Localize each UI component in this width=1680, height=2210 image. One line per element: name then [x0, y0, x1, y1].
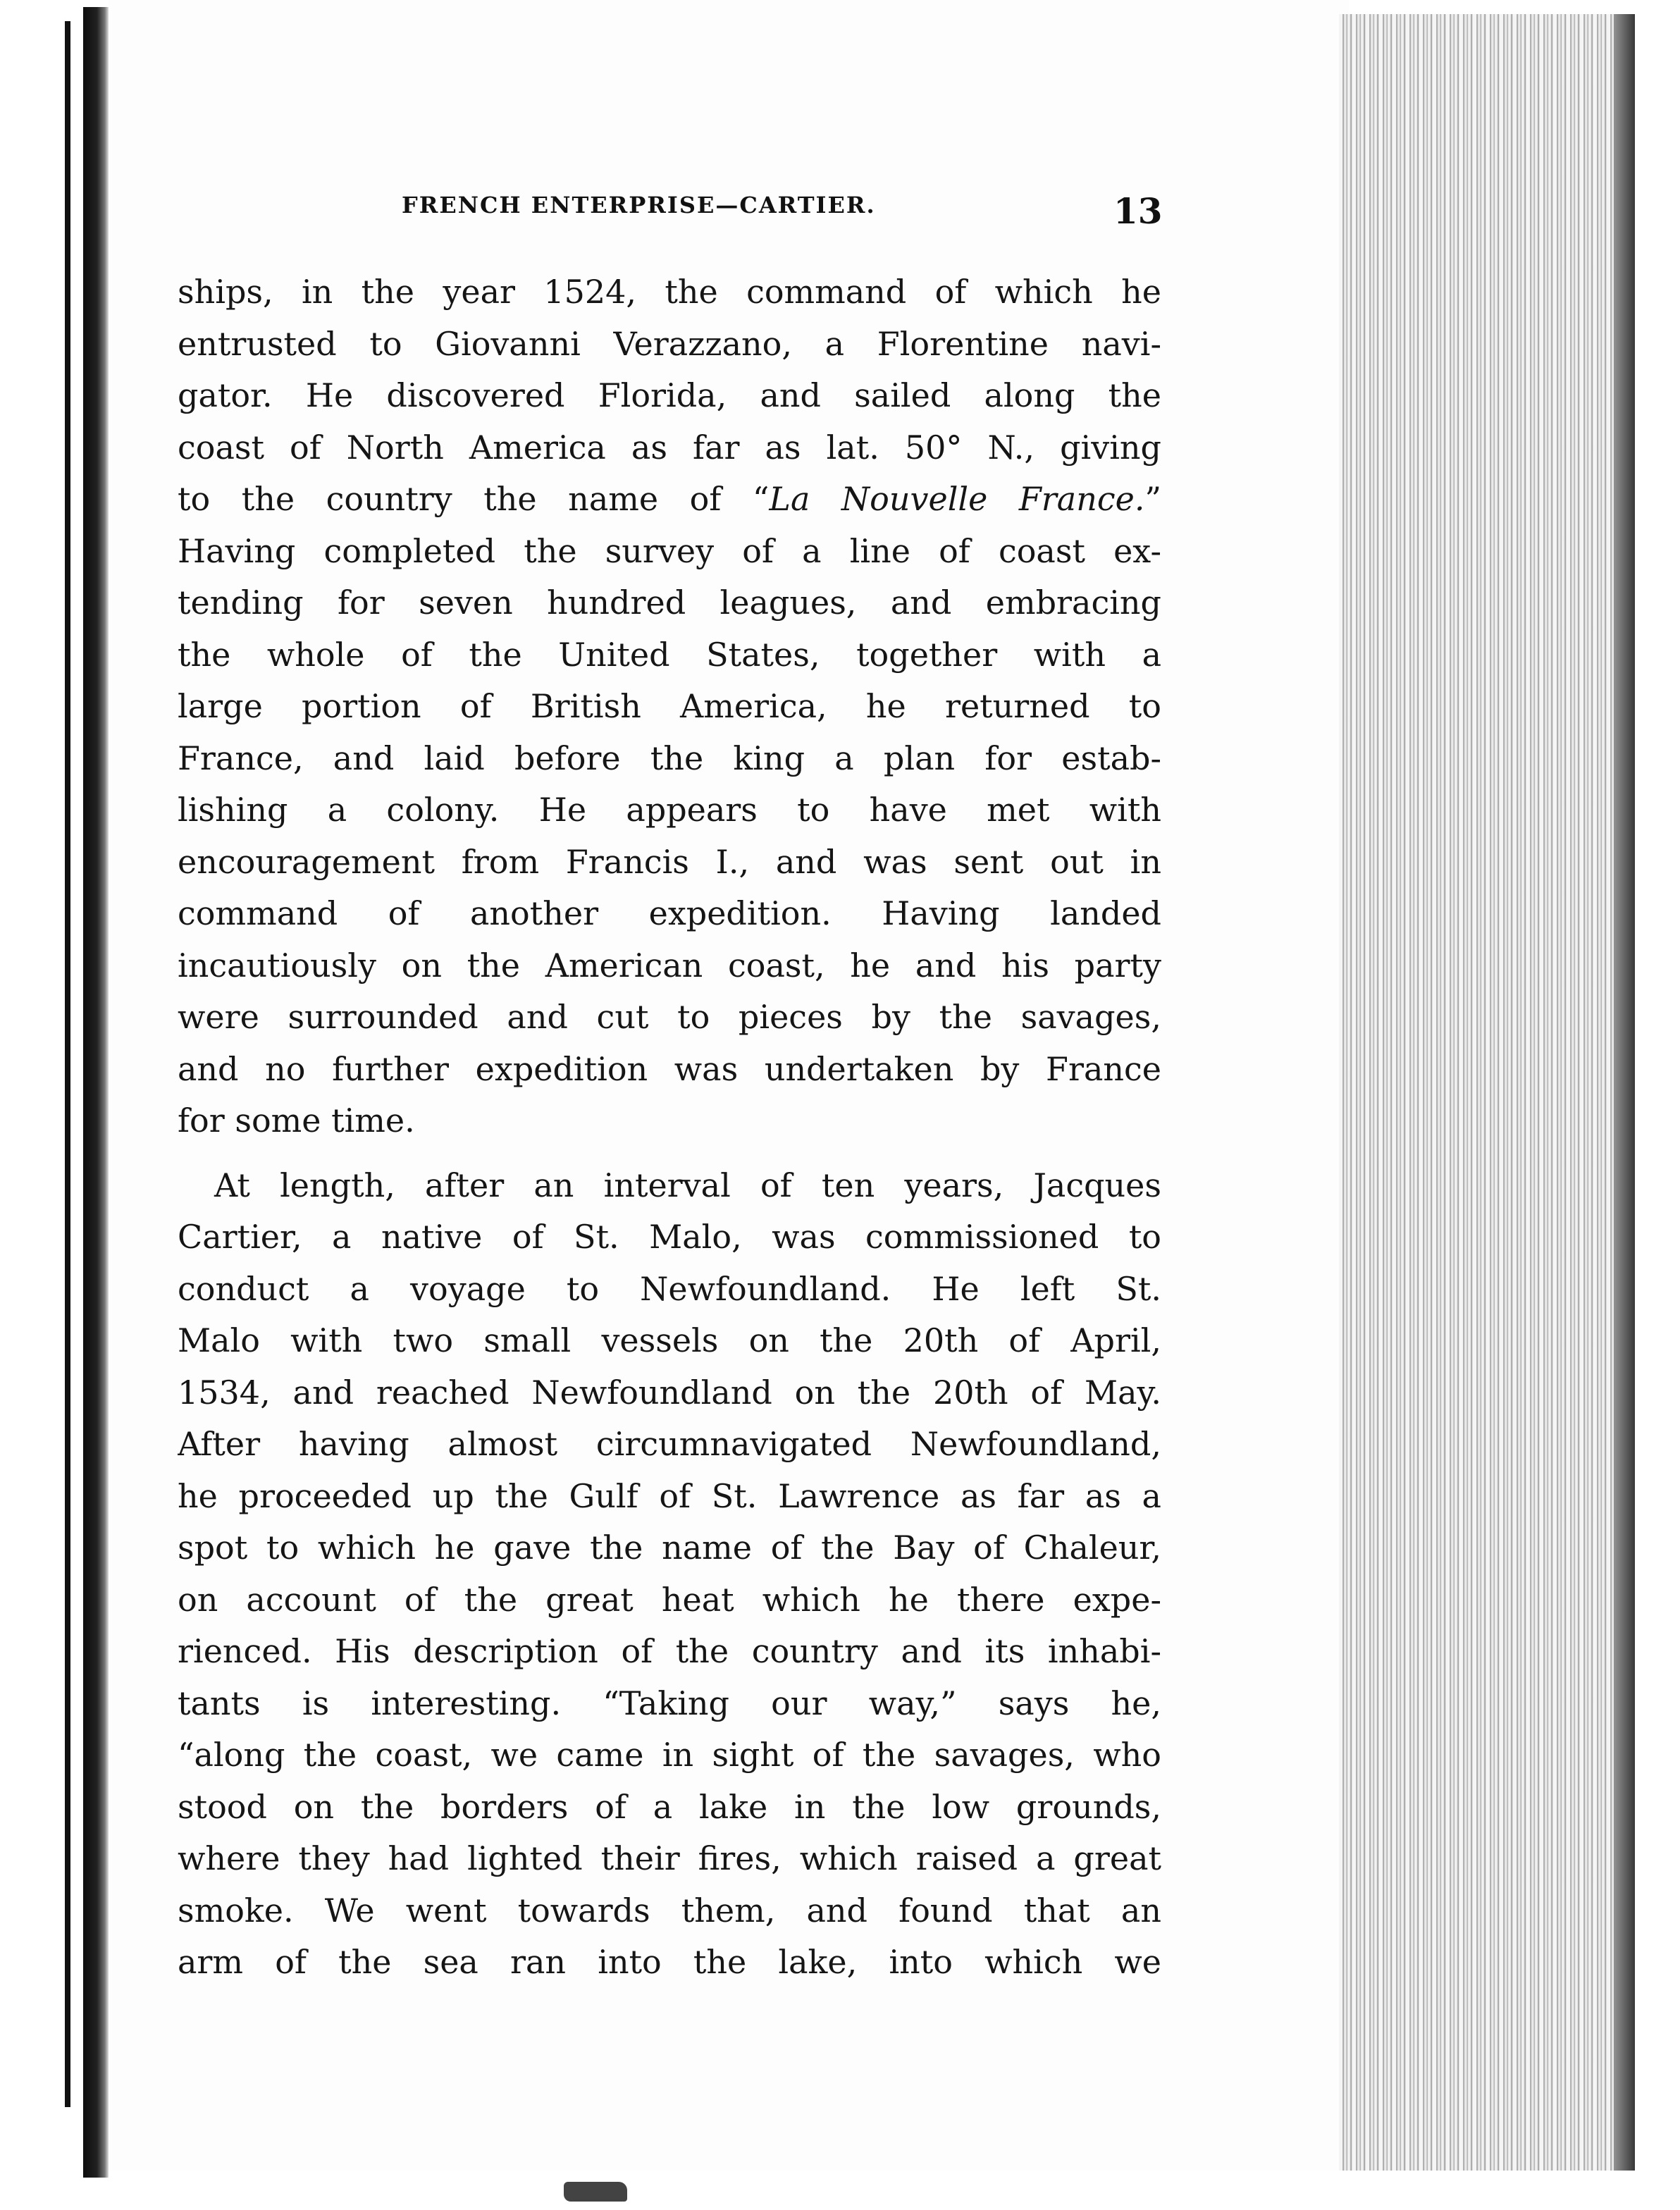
text-line: incautiously on the American coast, he and his party	[178, 946, 1161, 984]
text-line: spot to which he gave the name of the Bay of Chaleur,	[178, 1529, 1161, 1567]
text-line: command of another expedition. Having landed	[178, 894, 1161, 932]
text-line: France, and laid before the king a plan for estab-	[178, 739, 1161, 777]
text-line: Having completed the survey of a line of coast ex-	[178, 531, 1161, 570]
text-line: were surrounded and cut to pieces by the savages,	[178, 998, 1161, 1036]
text-line: tending for seven hundred leagues, and embracing	[178, 584, 1161, 622]
text-line: tants is interesting. “Taking our way,” says he,	[178, 1684, 1161, 1722]
page-number: 13	[1113, 190, 1163, 232]
book-fore-edge	[1339, 14, 1635, 2171]
text-line: 1534, and reached Newfoundland on the 20th of May.	[178, 1373, 1161, 1412]
text-line: on account of the great heat which he there expe-	[178, 1580, 1161, 1619]
text-line: coast of North America as far as lat. 50° N., giving	[178, 428, 1161, 467]
text-line: conduct a voyage to Newfoundland. He left St.	[178, 1269, 1161, 1308]
text-line: he proceeded up the Gulf of St. Lawrence as far as a	[178, 1476, 1161, 1515]
text-line: At length, after an interval of ten years, Jacques	[214, 1166, 1161, 1204]
text-line: arm of the sea ran into the lake, into which we	[178, 1943, 1161, 1981]
italic-place-name: La Nouvelle France.	[769, 480, 1145, 518]
running-head-title: FRENCH ENTERPRISE—CARTIER.	[402, 192, 876, 218]
text-line: lishing a colony. He appears to have met with	[178, 791, 1161, 829]
text-line: the whole of the United States, together with a	[178, 635, 1161, 674]
text-line: smoke. We went towards them, and found that an	[178, 1891, 1161, 1930]
text-line: and no further expedition was undertaken by France	[178, 1049, 1161, 1088]
body-text	[178, 266, 1161, 1989]
text-line: stood on the borders of a lake in the low grounds,	[178, 1787, 1161, 1826]
ink-blot	[564, 2182, 627, 2202]
text-line: Cartier, a native of St. Malo, was commissioned to	[178, 1218, 1161, 1256]
text-line: rienced. His description of the country and its inhabi-	[178, 1632, 1161, 1670]
text-line: “along the coast, we came in sight of the savages, who	[178, 1736, 1161, 1774]
text-line-with-italic	[178, 474, 1161, 526]
text-line-start: to the country the name of “	[178, 480, 770, 518]
book-binding-shadow	[83, 7, 109, 2178]
text-line: for some time.	[178, 1101, 415, 1140]
text-line: ships, in the year 1524, the command of which he	[178, 273, 1161, 311]
text-line: entrusted to Giovanni Verazzano, a Florentine navi-	[178, 324, 1161, 363]
text-line: where they had lighted their fires, which raised a great	[178, 1839, 1161, 1877]
previous-page-border	[65, 21, 70, 2107]
text-line: Malo with two small vessels on the 20th of April,	[178, 1321, 1161, 1359]
text-line: After having almost circumnavigated Newfoundland,	[178, 1425, 1161, 1463]
bottom-margin	[0, 2178, 1680, 2210]
text-line: large portion of British America, he returned to	[178, 687, 1161, 725]
closing-quote: ”	[1144, 480, 1161, 518]
text-line: gator. He discovered Florida, and sailed along the	[178, 376, 1161, 414]
previous-page-edge	[0, 0, 70, 2210]
text-line: encouragement from Francis I., and was sent out in	[178, 842, 1161, 881]
